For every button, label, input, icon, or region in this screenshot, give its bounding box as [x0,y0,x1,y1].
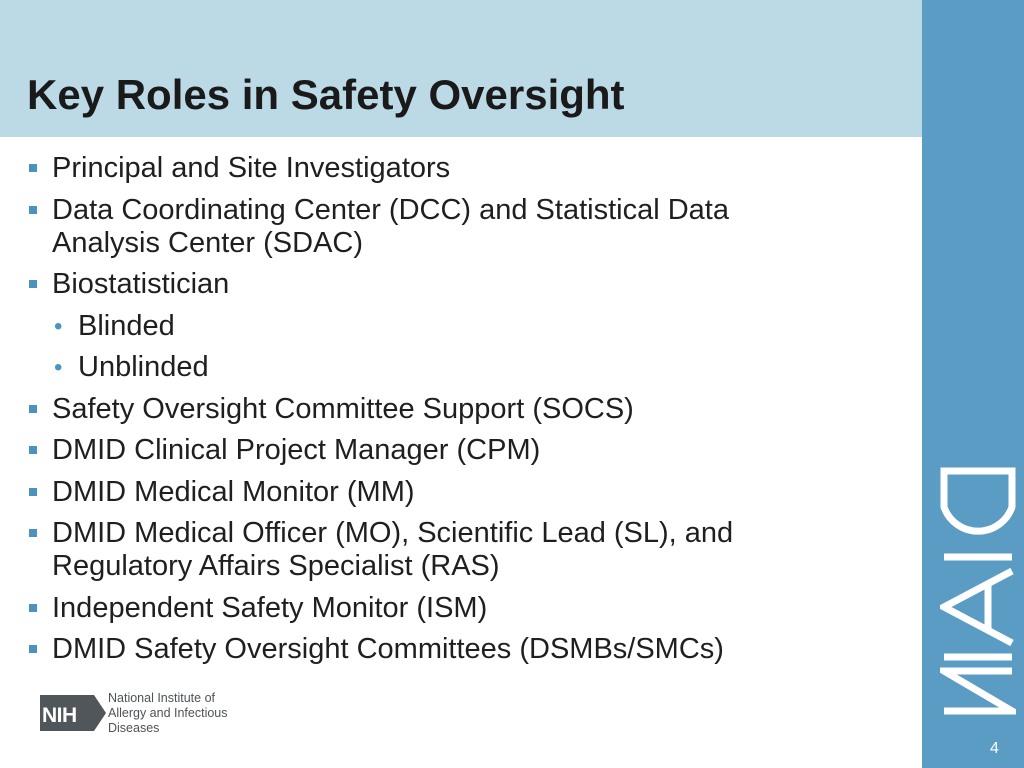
bullet-item: Safety Oversight Committee Support (SOCS) [0,393,812,426]
nih-logo [40,691,240,737]
bullet-item: Principal and Site Investigators [0,152,812,185]
nih-mark [40,695,94,731]
sub-bullet-item: • Blinded [0,310,812,343]
page-number: 4 [990,740,999,757]
sub-bullet-item: • Unblinded [0,351,812,384]
bullet-item: Independent Safety Monitor (ISM) [0,592,812,625]
nih-chevron-icon [94,695,106,731]
bullet-list [0,152,812,675]
slide-title: Key Roles in Safety Oversight [27,71,625,118]
bullet-item: DMID Safety Oversight Committees (DSMBs/SMCs) [0,633,812,666]
niaid-logo [940,467,1016,715]
nih-mark-text: NIH [42,704,77,727]
bullet-item: Data Coordinating Center (DCC) and Statistical Data Analysis Center (SDAC) [0,194,812,260]
bullet-item: DMID Clinical Project Manager (CPM) [0,434,812,467]
bullet-item: DMID Medical Officer (MO), Scientific Lead (SL), and Regulatory Affairs Specialist (RAS) [0,517,812,583]
bullet-item: DMID Medical Monitor (MM) [0,476,812,509]
institute-name: National Institute of Allergy and Infectious Diseases [108,691,228,735]
bullet-item: Biostatistician [0,268,812,301]
